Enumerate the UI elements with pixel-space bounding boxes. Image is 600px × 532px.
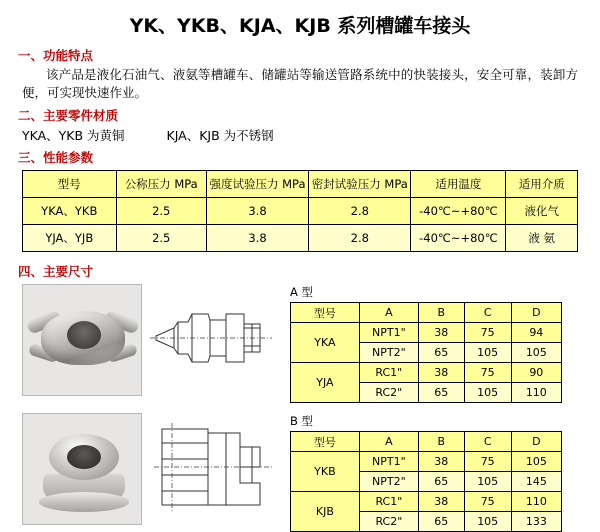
- col-header-b: B: [418, 303, 464, 323]
- product-photo-b: [22, 413, 142, 525]
- line-drawing-b-svg: [148, 413, 276, 523]
- cell-c: 75: [464, 363, 511, 383]
- cell-nominal-pressure: 2.5: [116, 225, 206, 252]
- cell-c: 105: [464, 512, 511, 532]
- dim-table-a-wrap: [276, 284, 562, 403]
- section-heading-dimensions: 四、主要尺寸: [18, 264, 94, 279]
- photo-b-ring: [39, 492, 129, 512]
- section-heading-materials: 二、主要零件材质: [18, 108, 119, 123]
- cell-b: 38: [418, 323, 464, 343]
- col-header-temperature: 适用温度: [411, 171, 506, 198]
- page-title: YK、YKB、KJA、KJB 系列槽罐车接头: [129, 15, 471, 37]
- cell-d: 94: [511, 323, 561, 343]
- dimension-block-a: [0, 284, 600, 403]
- table-header-row: [291, 303, 562, 323]
- cell-model: YJA、YJB: [23, 225, 117, 252]
- cell-model: YKB: [291, 452, 360, 492]
- cell-d: 145: [511, 472, 561, 492]
- cell-c: 75: [464, 452, 511, 472]
- cell-d: 105: [511, 452, 561, 472]
- cell-model: YKA、YKB: [23, 198, 117, 225]
- dimension-table-b: [290, 431, 562, 532]
- col-header-d: D: [511, 303, 561, 323]
- line-drawing-a-svg: [148, 284, 276, 394]
- block-spacer: [0, 403, 600, 413]
- cell-b: 65: [418, 472, 464, 492]
- cell-d: 110: [511, 383, 561, 403]
- col-header-model: 型号: [23, 171, 117, 198]
- cell-model: YKA: [291, 323, 360, 363]
- product-photo-a: [22, 284, 142, 396]
- photo-a-bore: [67, 321, 101, 349]
- performance-table: [22, 170, 578, 252]
- materials-right: KJA、KJB 为不锈钢: [166, 128, 274, 143]
- type-label-a: A 型: [290, 285, 314, 299]
- line-drawing-a: [148, 284, 276, 394]
- cell-b: 38: [418, 452, 464, 472]
- cell-a: NPT2": [359, 472, 418, 492]
- table-header-row: [291, 432, 562, 452]
- cell-d: 133: [511, 512, 561, 532]
- cell-c: 105: [464, 343, 511, 363]
- section-heading-performance: 三、性能参数: [18, 150, 94, 165]
- cell-medium: 液 氨: [506, 225, 578, 252]
- section-heading-features: 一、功能特点: [18, 48, 94, 63]
- table-row: [23, 198, 578, 225]
- materials-left: YKA、YKB 为黄铜: [22, 128, 125, 143]
- dimension-table-a: [290, 302, 562, 403]
- type-label-b: B 型: [290, 414, 314, 428]
- cell-seal-test-pressure: 2.8: [309, 225, 411, 252]
- dim-table-b-wrap: [276, 413, 562, 532]
- cell-d: 105: [511, 343, 561, 363]
- cell-c: 75: [464, 323, 511, 343]
- cell-b: 65: [418, 383, 464, 403]
- cell-a: NPT1": [359, 323, 418, 343]
- table-row: [291, 323, 562, 343]
- cell-a: RC1": [359, 492, 418, 512]
- cell-temperature: -40℃~+80℃: [411, 198, 506, 225]
- cell-model: YJA: [291, 363, 360, 403]
- col-header-c: C: [464, 432, 511, 452]
- cell-a: NPT1": [359, 452, 418, 472]
- col-header-c: C: [464, 303, 511, 323]
- col-header-model: 型号: [291, 432, 360, 452]
- col-header-strength-test-pressure: 强度试验压力 MPa: [206, 171, 308, 198]
- cell-seal-test-pressure: 2.8: [309, 198, 411, 225]
- col-header-b: B: [418, 432, 464, 452]
- table-row: [291, 452, 562, 472]
- cell-b: 38: [418, 363, 464, 383]
- cell-c: 75: [464, 492, 511, 512]
- cell-d: 110: [511, 492, 561, 512]
- cell-nominal-pressure: 2.5: [116, 198, 206, 225]
- cell-strength-test-pressure: 3.8: [206, 225, 308, 252]
- line-drawing-b: [148, 413, 276, 523]
- cell-d: 90: [511, 363, 561, 383]
- cell-c: 105: [464, 472, 511, 492]
- cell-medium: 液化气: [506, 198, 578, 225]
- cell-a: RC1": [359, 363, 418, 383]
- table-row: [23, 225, 578, 252]
- cell-b: 38: [418, 492, 464, 512]
- col-header-model: 型号: [291, 303, 360, 323]
- table-header-row: [23, 171, 578, 198]
- cell-strength-test-pressure: 3.8: [206, 198, 308, 225]
- cell-b: 65: [418, 343, 464, 363]
- dimensions-region: [0, 284, 600, 532]
- cell-a: NPT2": [359, 343, 418, 363]
- table-row: [291, 492, 562, 512]
- materials-line: [22, 126, 600, 144]
- cell-a: RC2": [359, 383, 418, 403]
- cell-temperature: -40℃~+80℃: [411, 225, 506, 252]
- col-header-medium: 适用介质: [506, 171, 578, 198]
- features-paragraph: 该产品是液化石油气、液氨等槽罐车、储罐站等输送管路系统中的快装接头，安全可靠，装卸方便，可实现快速作业。: [22, 67, 578, 100]
- cell-b: 65: [418, 512, 464, 532]
- col-header-d: D: [511, 432, 561, 452]
- dimension-block-b: [0, 413, 600, 532]
- cell-c: 105: [464, 383, 511, 403]
- table-row: [291, 363, 562, 383]
- col-header-seal-test-pressure: 密封试验压力 MPa: [309, 171, 411, 198]
- cell-model: KJB: [291, 492, 360, 532]
- col-header-nominal-pressure: 公称压力 MPa: [116, 171, 206, 198]
- photo-b-bore: [67, 445, 101, 469]
- col-header-a: A: [359, 303, 418, 323]
- cell-a: RC2": [359, 512, 418, 532]
- col-header-a: A: [359, 432, 418, 452]
